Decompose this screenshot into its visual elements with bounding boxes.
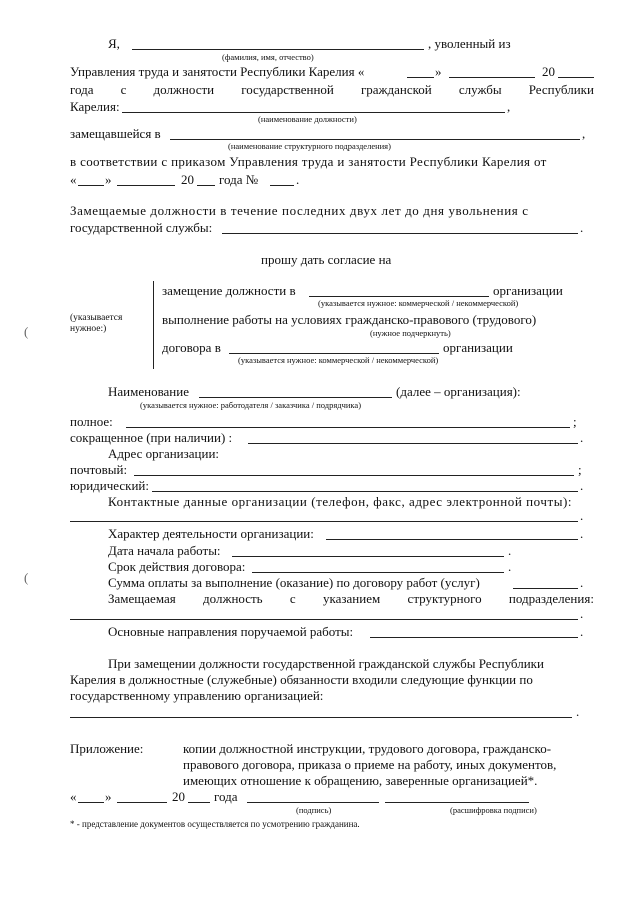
signature-field[interactable] xyxy=(247,802,379,803)
word: подразделения: xyxy=(508,591,594,606)
legal-label: юридический: xyxy=(70,478,149,493)
period: . xyxy=(580,478,584,493)
order-year-field[interactable] xyxy=(197,185,215,186)
dismiss-quote-close: » xyxy=(435,64,442,79)
order-date-close: » xyxy=(105,172,112,187)
nature-label: Характер деятельности организации: xyxy=(108,526,314,541)
short-name-field[interactable] xyxy=(248,443,578,444)
sign-date-close: » xyxy=(105,789,112,804)
order-number-label: года № xyxy=(219,172,259,187)
payment-label: Сумма оплаты за выполнение (оказание) по договору работ (услуг) xyxy=(108,575,480,590)
order-month-field[interactable] xyxy=(117,185,175,186)
functions-line3: государственному управлению организацией: xyxy=(70,688,324,703)
decode-hint: (расшифровка подписи) xyxy=(450,805,537,815)
period: . xyxy=(580,624,584,639)
word: года xyxy=(70,82,94,97)
sign-hint: (подпись) xyxy=(296,805,332,815)
ya-label: Я, xyxy=(108,36,120,51)
word: Республики xyxy=(528,82,594,97)
full-name-label: полное: xyxy=(70,414,113,429)
underline-hint: (нужное подчеркнуть) xyxy=(370,328,451,338)
karelia-label: Карелия: xyxy=(70,99,120,114)
sign-year-word: года xyxy=(214,789,238,804)
comma: , xyxy=(582,126,586,141)
order-day-field[interactable] xyxy=(78,185,104,186)
payment-field[interactable] xyxy=(513,588,578,589)
org-name-after: (далее – организация): xyxy=(396,384,521,399)
contacts-field[interactable] xyxy=(70,521,578,522)
org-type-hint: (указывается нужное: коммерческой / некоммерческой) xyxy=(318,298,519,308)
sign-year-field[interactable] xyxy=(188,802,210,803)
row3-line xyxy=(70,82,594,97)
functions-field[interactable] xyxy=(70,717,572,718)
option-contract-end: организации xyxy=(443,340,513,355)
replaced-in-label: замещавшейся в xyxy=(70,126,161,141)
dismiss-month-field[interactable] xyxy=(449,77,535,78)
position-unit-field[interactable] xyxy=(70,619,578,620)
side-note: нужное:) xyxy=(70,324,107,334)
word: государственной xyxy=(241,82,334,97)
position-hint: (наименование должности) xyxy=(258,114,357,124)
full-name-field[interactable] xyxy=(126,427,570,428)
org-line-start: Управления труда и занятости Республики Карелия « xyxy=(70,64,365,79)
order-year-prefix: 20 xyxy=(181,172,194,187)
sign-year-prefix: 20 xyxy=(172,789,185,804)
position-unit-line xyxy=(108,591,594,606)
request-heading: прошу дать согласие на xyxy=(261,252,392,267)
postal-label: почтовый: xyxy=(70,462,128,477)
period: . xyxy=(580,526,584,541)
semicolon: ; xyxy=(578,462,582,477)
side-note: (указывается xyxy=(70,313,123,323)
period: . xyxy=(508,559,512,574)
period: . xyxy=(580,575,584,590)
contract-org-type-field[interactable] xyxy=(229,353,439,354)
signature-decode-field[interactable] xyxy=(385,802,529,803)
option-contract[interactable]: договора в xyxy=(162,340,221,355)
position-field[interactable] xyxy=(122,112,505,113)
start-date-label: Дата начала работы: xyxy=(108,543,221,558)
attachment-label: Приложение: xyxy=(70,741,144,756)
order-line: в соответствии с приказом Управления труда и занятости Республики Карелия от xyxy=(70,154,547,169)
word: Замещаемая xyxy=(108,591,176,606)
attachment-line3: имеющих отношение к обращению, заверенные организацией*. xyxy=(183,773,538,788)
margin-mark: ( xyxy=(24,324,29,339)
org-role-hint: (указывается нужное: работодателя / заказчика / подрядчика) xyxy=(140,400,362,410)
postal-field[interactable] xyxy=(134,475,574,476)
positions-line2: государственной службы: xyxy=(70,220,213,235)
dismiss-day-field[interactable] xyxy=(407,77,434,78)
word: структурного xyxy=(407,591,482,606)
period: . xyxy=(580,508,584,523)
fio-field[interactable] xyxy=(132,49,424,50)
org-type-field[interactable] xyxy=(309,296,489,297)
address-label: Адрес организации: xyxy=(108,446,220,461)
period: . xyxy=(580,430,584,445)
contract-org-type-hint: (указывается нужное: коммерческой / некоммерческой) xyxy=(238,355,439,365)
contacts-label: Контактные данные организации (телефон, факс, адрес электронной почты): xyxy=(108,494,573,509)
positions-field[interactable] xyxy=(222,233,578,234)
period: . xyxy=(580,220,584,235)
period: . xyxy=(576,704,580,719)
sign-month-field[interactable] xyxy=(117,802,167,803)
option-position-end: организации xyxy=(493,283,563,298)
dismiss-year-prefix: 20 xyxy=(542,64,555,79)
dismiss-year-field[interactable] xyxy=(558,77,594,78)
short-name-label: сокращенное (при наличии) : xyxy=(70,430,233,445)
order-date-open: « xyxy=(70,172,77,187)
comma: , xyxy=(507,99,511,114)
org-name-label: Наименование xyxy=(108,384,189,399)
positions-line1: Замещаемые должности в течение последних двух лет до дня увольнения с xyxy=(70,203,529,218)
period: . xyxy=(296,172,300,187)
fio-hint: (фамилия, имя, отчество) xyxy=(222,52,314,62)
duties-field[interactable] xyxy=(370,637,578,638)
duties-label: Основные направления поручаемой работы: xyxy=(108,624,354,639)
org-role-field[interactable] xyxy=(199,397,392,398)
functions-line2: Карелия в должностные (служебные) обязанности входили следующие функции по xyxy=(70,672,533,687)
start-date-field[interactable] xyxy=(232,556,504,557)
nature-field[interactable] xyxy=(326,539,578,540)
contract-term-label: Срок действия договора: xyxy=(108,559,246,574)
margin-mark: ( xyxy=(24,570,29,585)
attachment-line2: правового договора, приказа о приеме на работу, иных документов, xyxy=(183,757,557,772)
word: должности xyxy=(153,82,215,97)
word: гражданской xyxy=(360,82,432,97)
option-position[interactable]: замещение должности в xyxy=(162,283,296,298)
options-bracket xyxy=(153,281,154,369)
word: указанием xyxy=(323,591,381,606)
word: должность xyxy=(203,591,263,606)
footnote: * - представление документов осуществляется по усмотрению гражданина. xyxy=(70,819,360,829)
functions-line1: При замещении должности государственной гражданской службы Республики xyxy=(108,656,544,671)
semicolon: ; xyxy=(573,414,577,429)
period: . xyxy=(580,606,584,621)
word: службы xyxy=(458,82,502,97)
sign-date-open: « xyxy=(70,789,77,804)
word: с xyxy=(120,82,127,97)
sign-day-field[interactable] xyxy=(78,802,104,803)
option-civil-contract[interactable]: выполнение работы на условиях гражданско-правового (трудового) xyxy=(162,312,537,327)
unit-field[interactable] xyxy=(170,139,580,140)
period: . xyxy=(508,543,512,558)
unit-hint: (наименование структурного подразделения) xyxy=(228,141,391,151)
attachment-line1: копии должностной инструкции, трудового договора, гражданско- xyxy=(183,741,552,756)
order-number-field[interactable] xyxy=(270,185,294,186)
legal-field[interactable] xyxy=(152,491,578,492)
contract-term-field[interactable] xyxy=(252,572,504,573)
word: с xyxy=(289,591,296,606)
dismissed-from-label: , уволенный из xyxy=(428,36,511,51)
